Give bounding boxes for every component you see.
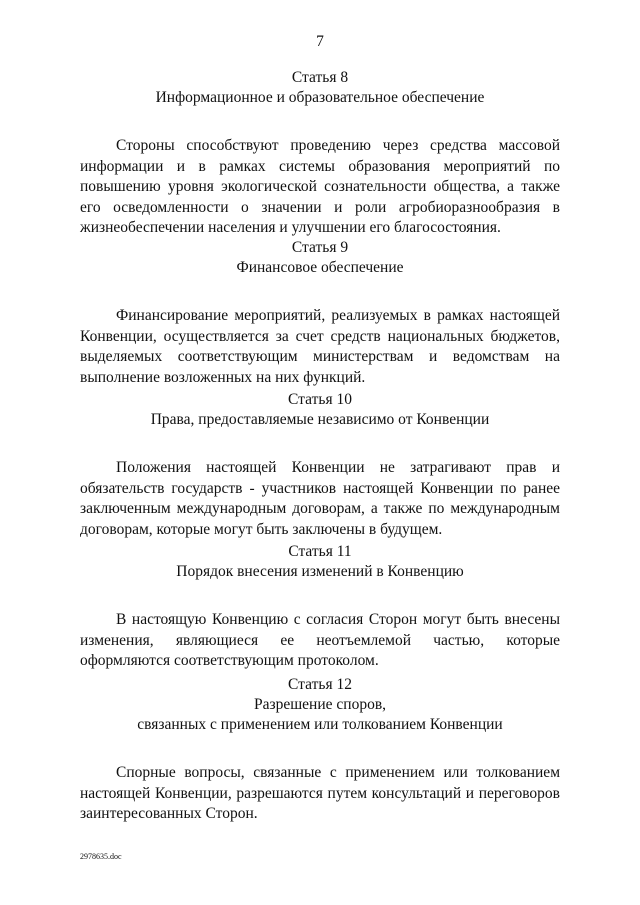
- article-10: [80, 390, 560, 540]
- article-heading: [80, 390, 560, 430]
- article-number: Статья 9: [291, 239, 349, 256]
- article-9: [80, 238, 560, 388]
- article-title: Порядок внесения изменений в Конвенцию: [176, 563, 464, 580]
- article-body: Положения настоящей Конвенции не затрагивают прав и обязательств государств - участников настоящей Конвенции по ранее заключенным международным договорам, а также по международным договорам, которые могут быть заключены в будущем.: [80, 459, 560, 538]
- article-title-line-2: связанных с применением или толкованием Конвенции: [137, 716, 503, 733]
- article-8: [80, 68, 560, 239]
- article-title: Права, предоставляемые независимо от Конвенции: [150, 411, 490, 428]
- article-heading: [80, 238, 560, 278]
- article-body: Стороны способствуют проведению через средства массовой информации и в рамках системы образования мероприятий по повышению уровня экологической сознательности общества, а также его осведомленности о значении и роли агробиоразнообразия в жизнеобеспечении населения и улучшении его благосостояния.: [80, 137, 560, 236]
- article-11: [80, 542, 560, 672]
- article-number: Статья 12: [288, 676, 352, 693]
- article-title-line-1: Разрешение споров,: [253, 696, 387, 713]
- article-body: Спорные вопросы, связанные с применением или толкованием настоящей Конвенции, разрешаются путем консультаций и переговоров заинтересованных Сторон.: [80, 764, 560, 822]
- article-number: Статья 8: [291, 69, 349, 86]
- article-title: Информационное и образовательное обеспечение: [155, 89, 485, 106]
- page-number: 7: [316, 33, 324, 50]
- article-12: [80, 675, 560, 825]
- article-title: Финансовое обеспечение: [236, 259, 404, 276]
- article-number: Статья 10: [288, 391, 352, 408]
- article-body: Финансирование мероприятий, реализуемых в рамках настоящей Конвенции, осуществляется за счет средств национальных бюджетов, выделяемых соответствующим министерствам и ведомствам на выполнение возложенных на них функций.: [80, 307, 560, 386]
- article-body: В настоящую Конвенцию с согласия Сторон могут быть внесены изменения, являющиеся ее неотъемлемой частью, которые оформляются соответствующим протоколом.: [80, 611, 560, 669]
- article-heading: [80, 68, 560, 108]
- article-heading: [80, 675, 560, 735]
- article-heading: [80, 542, 560, 582]
- article-number: Статья 11: [288, 543, 352, 560]
- file-reference: 2978635.doc: [80, 852, 122, 861]
